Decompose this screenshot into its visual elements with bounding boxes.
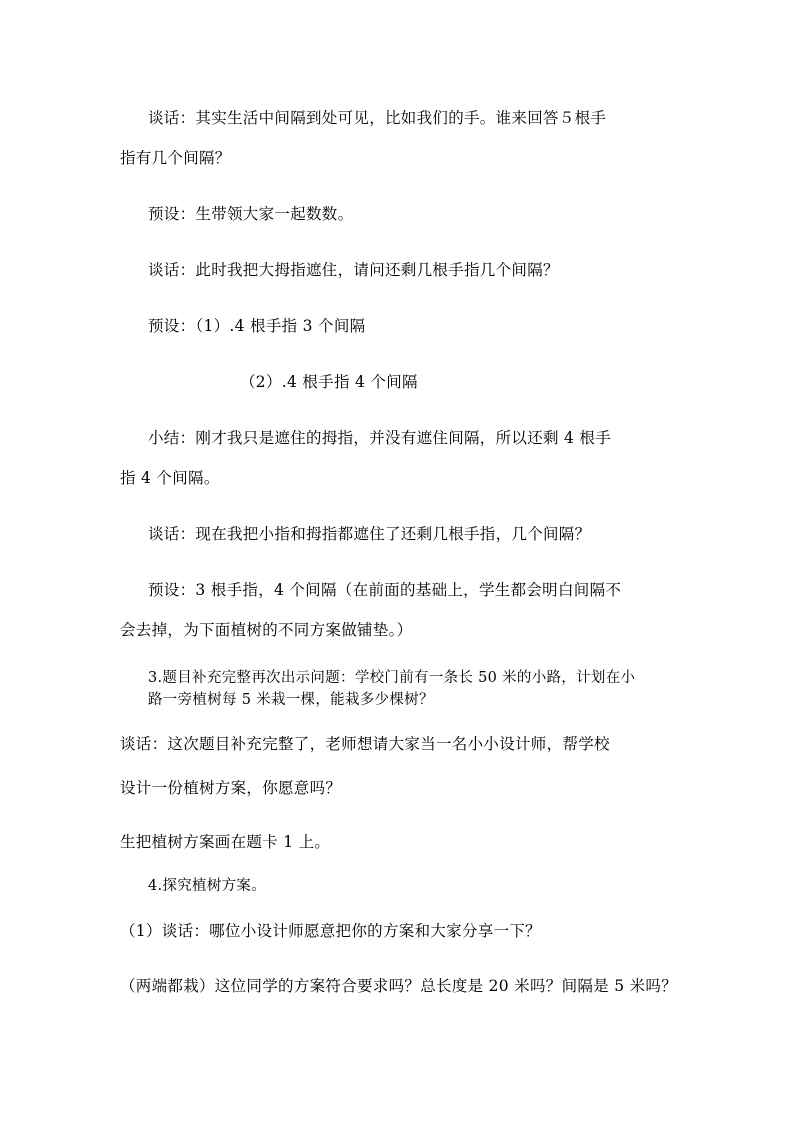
paragraph-line: 谈话：其实生活中间隔到处可见，比如我们的手。谁来回答５根手	[148, 109, 607, 127]
paragraph-line: 3.题目补充完整再次出示问题：学校门前有一条长 50 米的小路，计划在小	[148, 670, 636, 686]
paragraph-line: 预设：生带领大家一起数数。	[148, 205, 354, 223]
paragraph-line: 路一旁植树每 5 米栽一棵，能栽多少棵树？	[148, 692, 434, 708]
paragraph-line: 谈话：此时我把大拇指遮住，请问还剩几根手指几个间隔？	[148, 261, 559, 279]
paragraph-line: 预设：（1）.4 根手指 3 个间隔	[148, 317, 366, 335]
paragraph-line: 小结：刚才我只是遮住的拇指，并没有遮住间隔，所以还剩 4 根手	[148, 429, 612, 447]
paragraph-line: （两端都栽）这位同学的方案符合要求吗？总长度是 20 米吗？间隔是 5 米吗？	[120, 977, 677, 995]
paragraph-line: 4.探究植树方案。	[148, 878, 267, 894]
paragraph-line: 预设：3 根手指，4 个间隔（在前面的基础上，学生都会明白间隔不	[148, 581, 622, 599]
paragraph-line: 指有几个间隔？	[120, 149, 231, 167]
paragraph-line: 生把植树方案画在题卡 1 上。	[120, 833, 331, 851]
paragraph-line: 会去掉，为下面植树的不同方案做铺垫。）	[120, 621, 413, 639]
paragraph-line: 谈话：现在我把小指和拇指都遮住了还剩几根手指，几个间隔？	[148, 525, 591, 543]
paragraph-line: （1）谈话：哪位小设计师愿意把你的方案和大家分享一下？	[120, 922, 541, 940]
paragraph-line: 设计一份植树方案，你愿意吗？	[120, 779, 342, 797]
paragraph-line: 指 4 个间隔。	[120, 469, 220, 487]
paragraph-line: （2）.4 根手指 4 个间隔	[240, 373, 418, 391]
paragraph-line: 谈话：这次题目补充完整了，老师想请大家当一名小小设计师，帮学校	[120, 735, 610, 753]
